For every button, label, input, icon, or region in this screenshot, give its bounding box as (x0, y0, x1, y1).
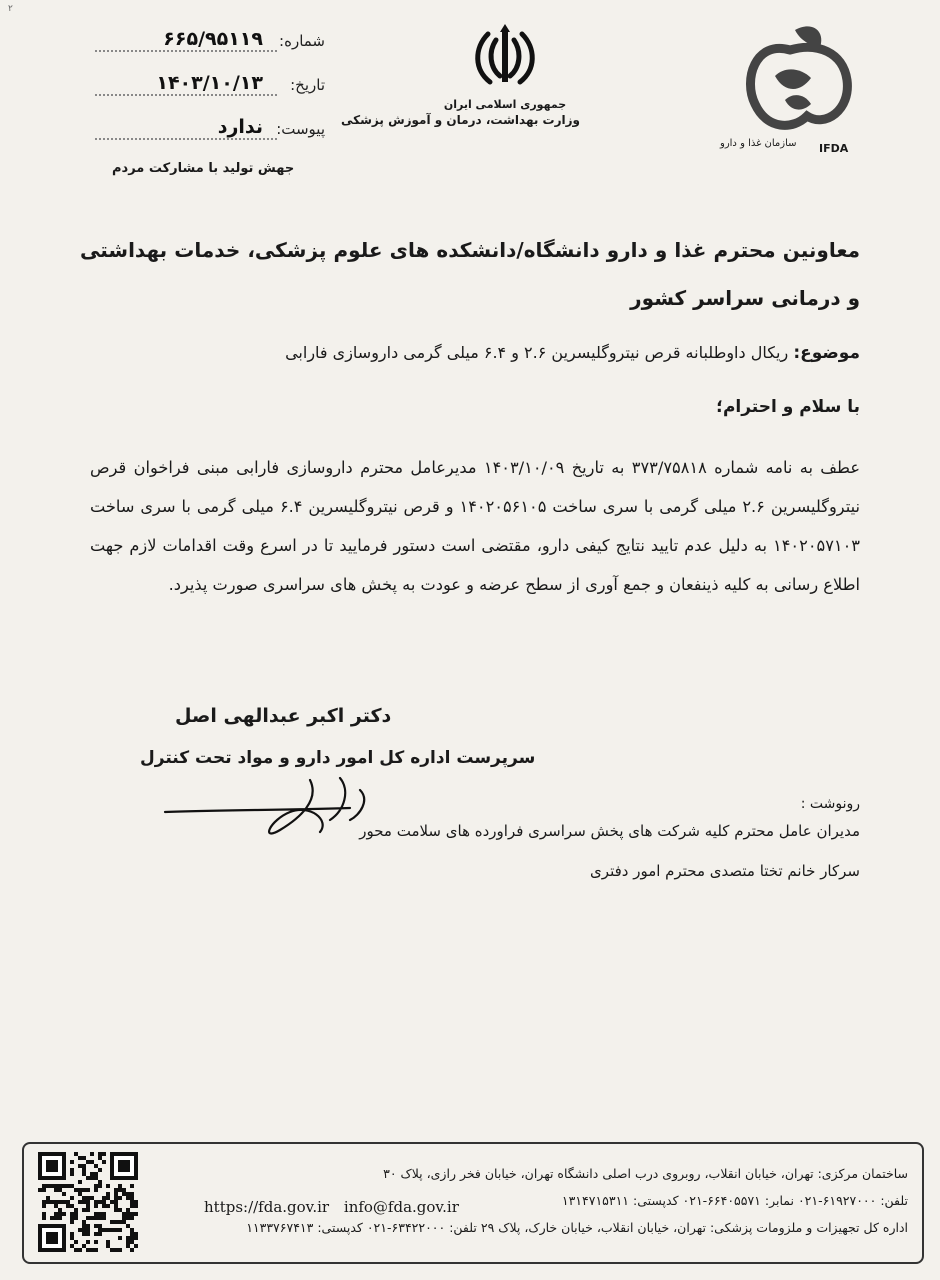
greeting: با سلام و احترام؛ (716, 397, 860, 417)
number-label: شماره: (279, 32, 325, 50)
date-row (95, 72, 325, 102)
attachment-value: ندارد (217, 116, 263, 138)
iran-emblem (341, 22, 580, 127)
signer-title: سرپرست اداره کل امور دارو و مواد تحت کنترل (140, 748, 536, 768)
ifda-logo (715, 20, 865, 160)
addressee: معاونین محترم غذا و دارو دانشگاه/دانشکده های علوم پزشکی، خدمات بهداشتی و درمانی سراسر کشور (80, 238, 860, 310)
qr-code-icon (38, 1152, 138, 1252)
subject-label: موضوع: (793, 343, 860, 363)
ifda-abbr: IFDA (819, 142, 849, 155)
footer-box (22, 1142, 924, 1264)
emblem-line1: جمهوری اسلامی ایران (443, 98, 567, 111)
emblem-line2: وزارت بهداشت، درمان و آموزش پزشکی (341, 113, 580, 127)
page-mark: ۲ (8, 4, 13, 14)
emblem-icon (470, 22, 540, 92)
cc-line-1: مدیران عامل محترم کلیه شرکت های پخش سراسری فراورده های سلامت محور (359, 822, 860, 840)
number-row (95, 28, 325, 58)
footer-email[interactable]: info@fda.gov.ir (343, 1198, 459, 1216)
footer-phones: تلفن: ۶۱۹۲۷۰۰۰-۰۲۱ نمابر: ۶۶۴۰۵۵۷۱-۰۲۱ کدپستی: ۱۳۱۴۷۱۵۳۱۱ (561, 1193, 908, 1208)
letter-body: عطف به نامه شماره ۳۷۳/۷۵۸۱۸ به تاریخ ۱۴۰۳/۱۰/۰۹ مدیرعامل محترم داروسازی فارابی مبنی فراخوان قرص نیتروگلیسرین ۲.۶ میلی گرمی با سری ساخت ۱۴۰۲۰۵۶۱۰۵ و قرص نیتروگلیسرین ۶.۴ میلی گرمی با سری ساخت ۱۴۰۲۰۵۷۱۰۳ به دلیل عدم تایید نتایج کیفی دارو، مقتضی است دستور فرمایید تا در اسرع وقت اقدامات لازم جهت اطلاع رسانی به کلیه ذینفعان و جمع آوری از سطح عرضه و عودت به پخش های سراسری صورت پذیرد. (90, 458, 860, 594)
subject (80, 338, 860, 368)
signer-name: دکتر اکبر عبدالهی اصل (175, 705, 392, 727)
cc-label: رونوشت : (800, 796, 860, 812)
footer-address: ساختمان مرکزی: تهران، خیابان انقلاب، روبروی درب اصلی دانشگاه تهران، خیابان فخر رازی، پلاک ۳۰ (383, 1166, 908, 1181)
date-label: تاریخ: (290, 76, 325, 94)
footer-web (204, 1198, 469, 1216)
cc-line-2: سرکار خانم تختا متصدی محترم امور دفتری (590, 862, 860, 880)
ifda-caption: سازمان غذا و دارو (720, 138, 797, 149)
footer-branch: اداره کل تجهیزات و ملزومات پزشکی: تهران، خیابان انقلاب، خیابان خارک، پلاک ۲۹ تلفن: ۶۳۴۲۲۰۰۰-۰۲۱ کدپستی: ۱۱۳۳۷۶۷۴۱۳ (246, 1220, 908, 1235)
subject-text: ریکال داوطلبانه قرص نیتروگلیسرین ۲.۶ و ۶.۴ میلی گرمی داروسازی فارابی (285, 343, 789, 362)
number-value: ۶۶۵/۹۵۱۱۹ (163, 28, 263, 50)
motto: جهش تولید با مشارکت مردم (112, 161, 295, 176)
footer-website[interactable]: https://fda.gov.ir (204, 1198, 330, 1216)
attachment-label: پیوست: (276, 120, 325, 138)
attachment-row (95, 116, 325, 146)
date-value: ۱۴۰۳/۱۰/۱۳ (156, 72, 263, 94)
ifda-logo-icon (715, 20, 865, 140)
